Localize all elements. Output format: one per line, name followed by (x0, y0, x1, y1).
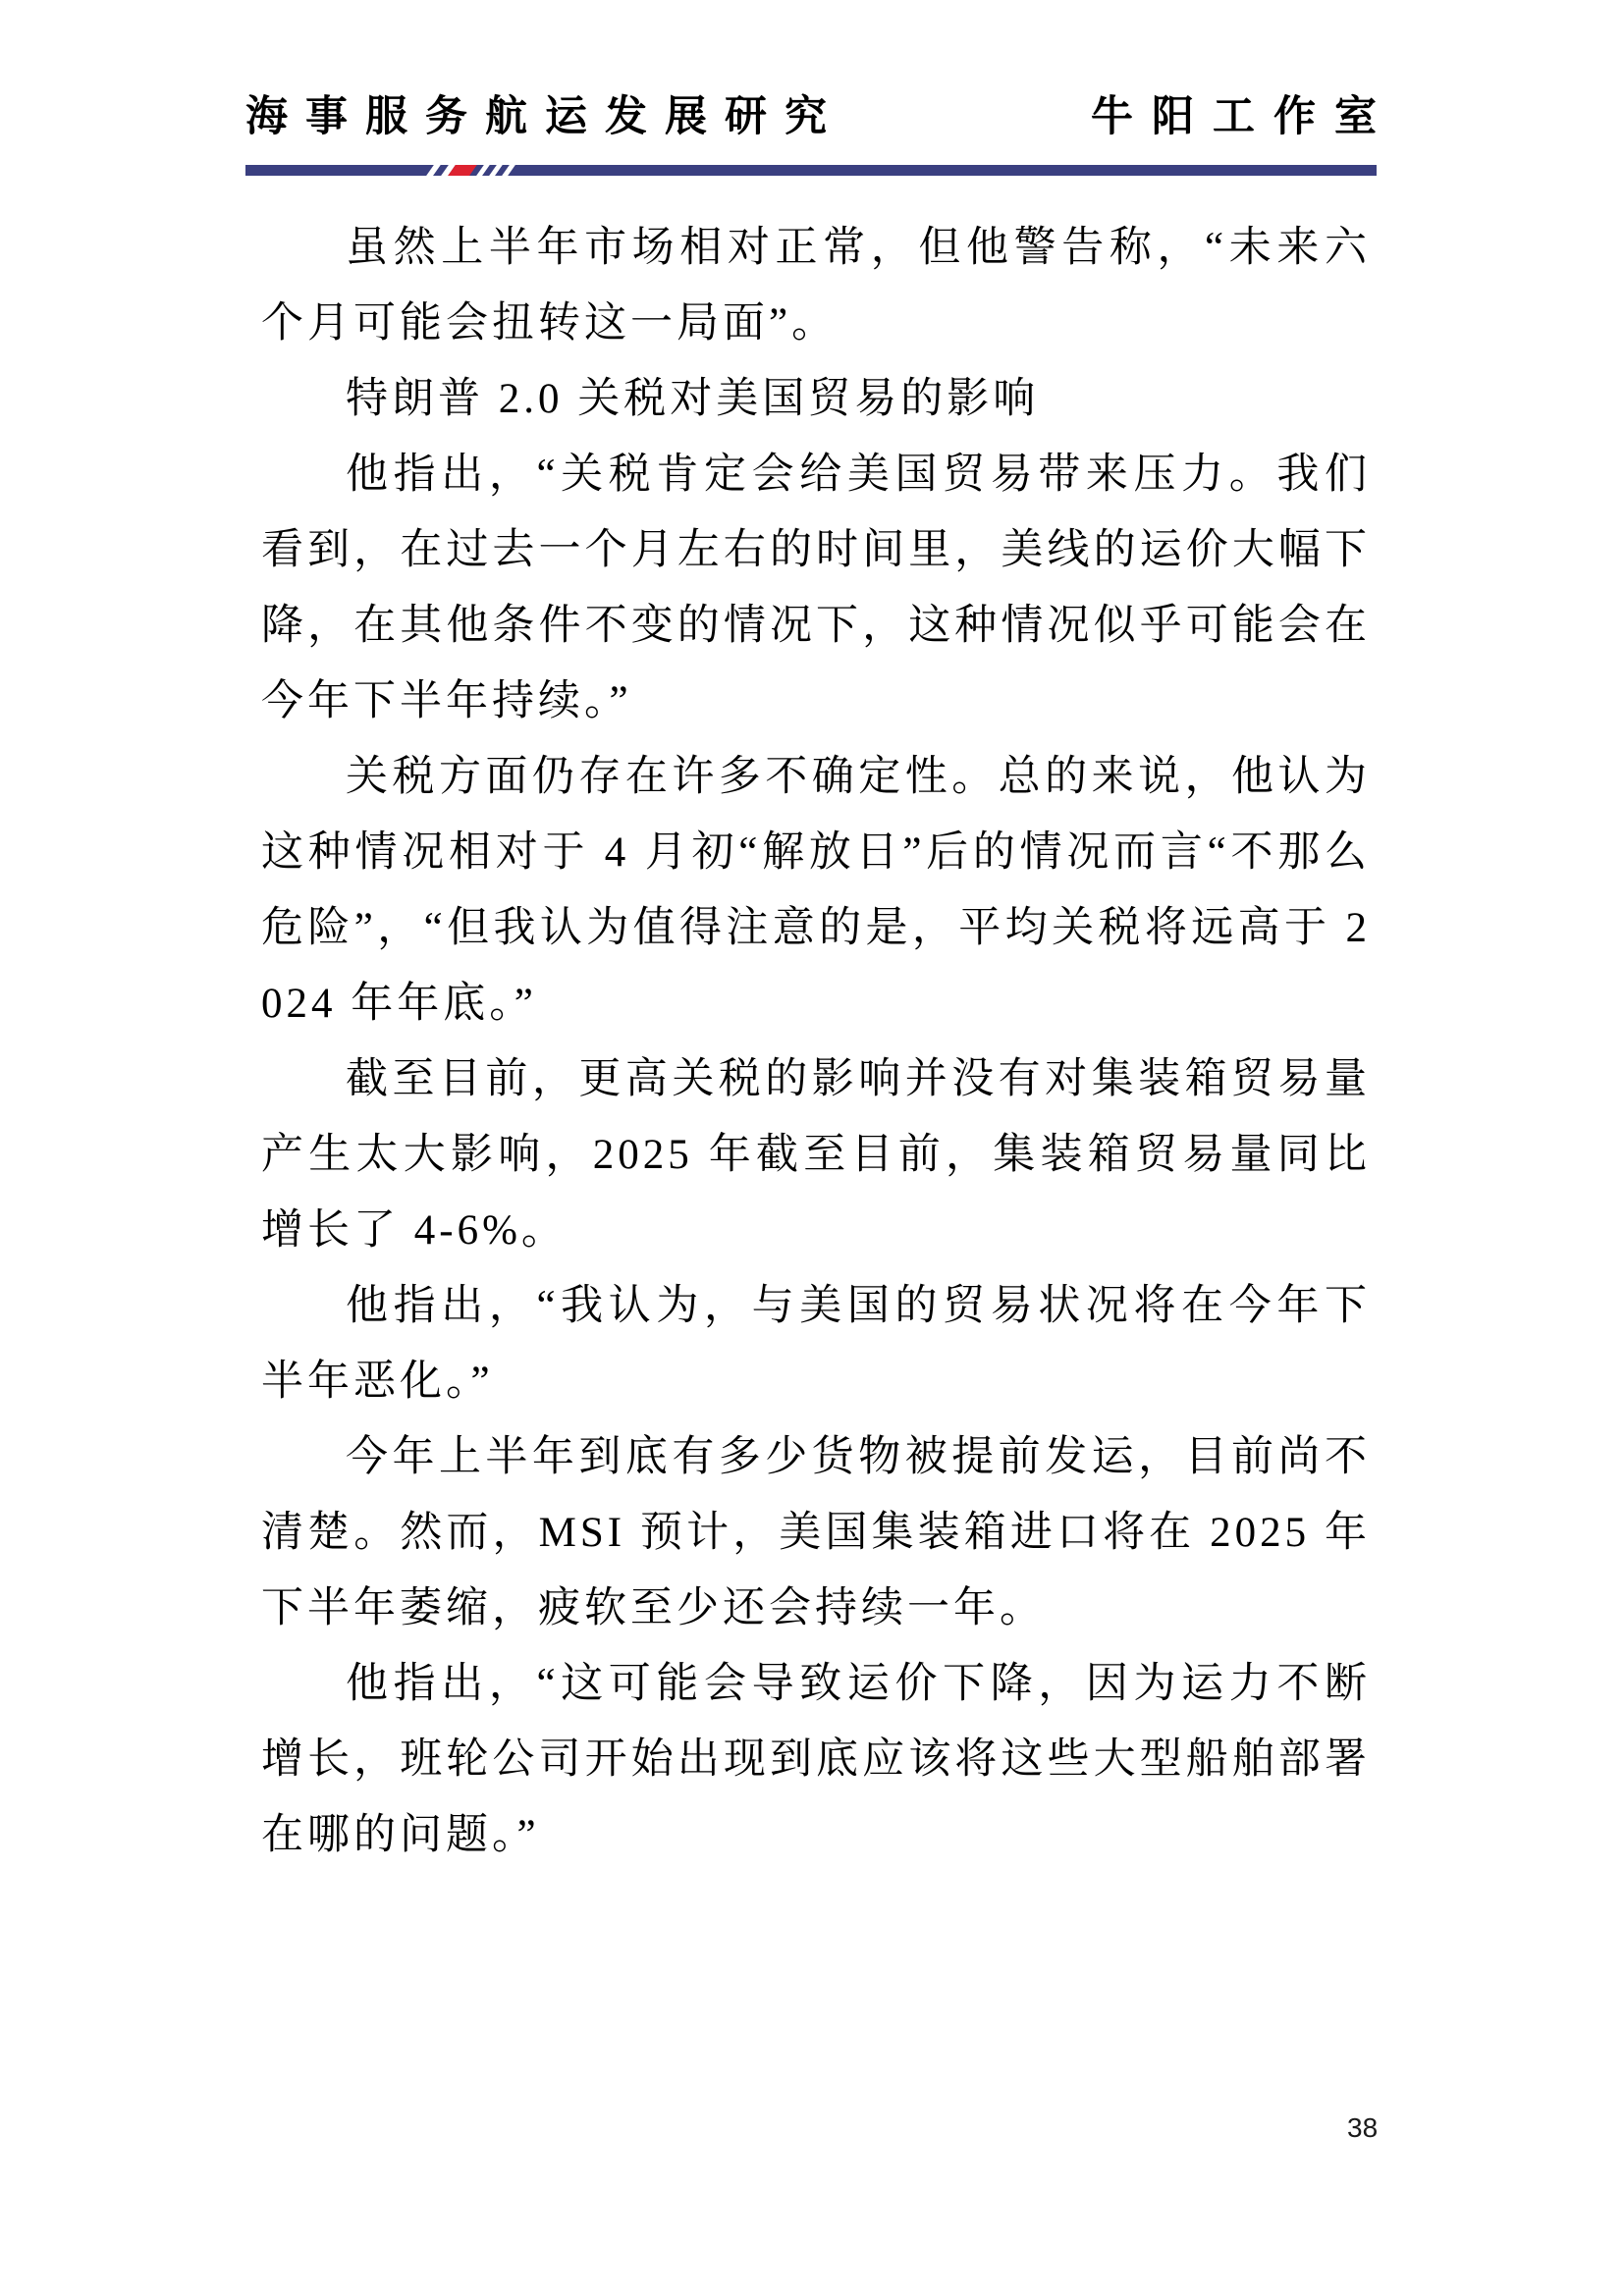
paragraph-3: 他指出，“关税肯定会给美国贸易带来压力。我们看到，在过去一个月左右的时间里，美线的运价大幅下降，在其他条件不变的情况下，这种情况似乎可能会在今年下半年持续。” (261, 452, 1371, 724)
page-number: 38 (1347, 2112, 1379, 2143)
paragraph-6: 他指出，“我认为，与美国的贸易状况将在今年下半年恶化。” (261, 1283, 1371, 1405)
header-left-title: 海事服务航运发展研究 (245, 93, 844, 140)
paragraph-8: 他指出，“这可能会导致运价下降，因为运力不断增长，班轮公司开始出现到底应该将这些大型船舶部署在哪的问题。” (261, 1661, 1371, 1858)
page-header (245, 93, 1395, 140)
divider-stripe-decoration (430, 165, 512, 176)
paragraph-1: 虽然上半年市场相对正常，但他警告称，“未来六个月可能会扭转这一局面”。 (261, 225, 1371, 347)
article-body (261, 210, 1371, 1873)
section-heading: 特朗普 2.0 关税对美国贸易的影响 (346, 376, 1040, 422)
paragraph-7: 今年上半年到底有多少货物被提前发运，目前尚不清楚。然而，MSI 预计，美国集装箱进口将在 2025 年下半年萎缩，疲软至少还会持续一年。 (261, 1434, 1371, 1631)
paragraph-4: 关税方面仍存在许多不确定性。总的来说，他认为这种情况相对于 4 月初“解放日”后的情况而言“不那么危险”，“但我认为值得注意的是，平均关税将远高于 2024 年年底。” (261, 754, 1371, 1027)
paragraph-5: 截至目前，更高关税的影响并没有对集装箱贸易量产生太大影响，2025 年截至目前，集装箱贸易量同比增长了 4-6%。 (261, 1056, 1371, 1254)
header-divider-rule (245, 165, 1377, 176)
header-right-title: 牛阳工作室 (1091, 93, 1395, 140)
